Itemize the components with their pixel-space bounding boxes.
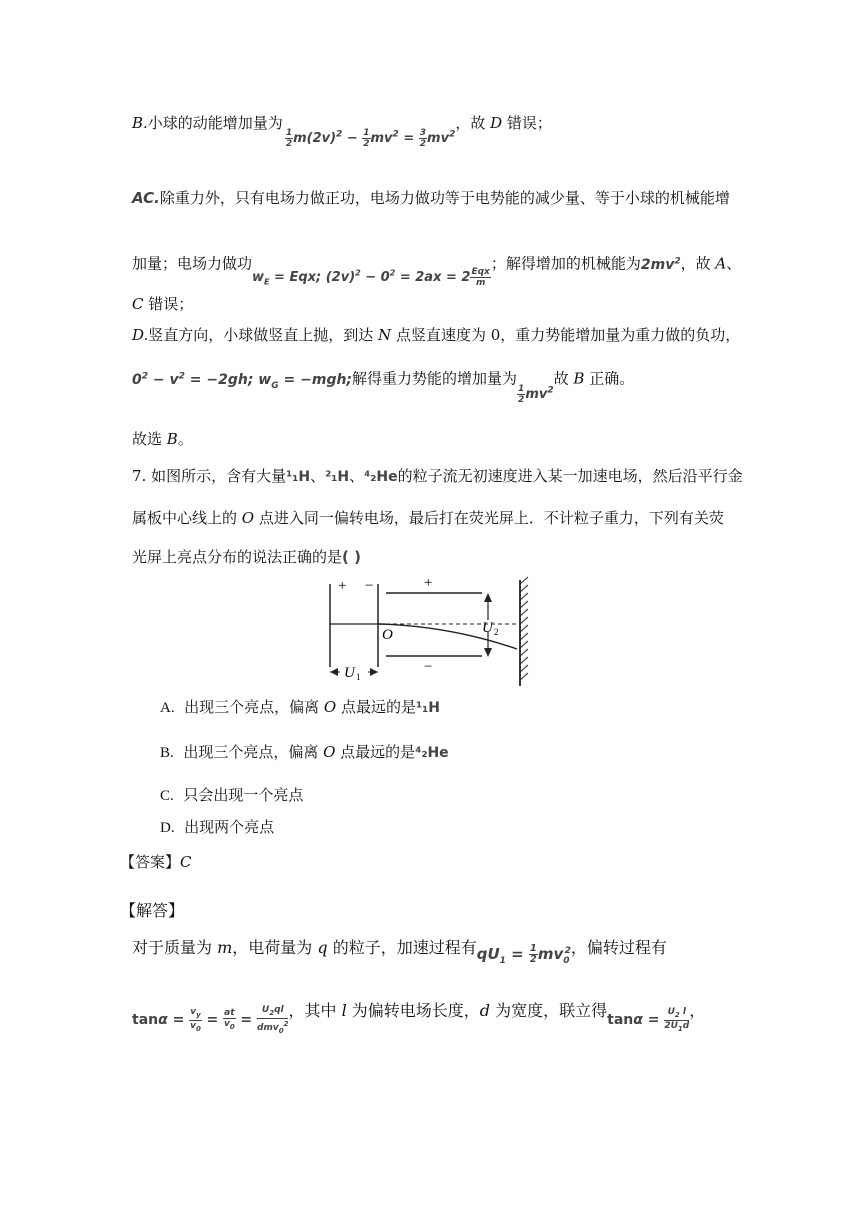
point-o-label: O xyxy=(382,627,393,643)
u2-arrow-down xyxy=(484,648,492,657)
isotope-h1: ¹₁H xyxy=(416,700,440,716)
deflect-plus-label: + xyxy=(424,575,433,591)
isotope-h1: ¹₁H xyxy=(286,469,311,485)
line-text: ，其中 xyxy=(288,1001,342,1020)
option-text: 出现三个亮点，偏离 xyxy=(184,698,324,716)
deflection-diagram xyxy=(320,572,540,692)
answer-line xyxy=(120,851,192,873)
var-a: A xyxy=(715,254,727,273)
line-text: 的粒子流无初速度进入某一加速电场，然后沿平行金 xyxy=(397,467,743,485)
var-m: m xyxy=(217,938,233,957)
potential-formula: $0^2 - v^2 = -2gh$; $w_G = -mgh$; xyxy=(132,371,353,391)
u2-arrow-up xyxy=(484,593,492,602)
option-text: 点最远的是 xyxy=(335,743,416,761)
var-o: O xyxy=(241,509,255,527)
option-key: C. xyxy=(160,788,174,804)
option-text: 点最远的是 xyxy=(336,698,417,716)
work-formula: $w_E$ = Eqx; $(2v)^2 - 0^2 = 2ax = 2$ $\frac{\text{Eqx}}{m}$ xyxy=(252,266,490,288)
u1-arrow-right xyxy=(370,668,378,676)
line-text: 点进入同一偏转电场，最后打在荧光屏上．不计粒子重力，下列有关荧 xyxy=(254,509,724,527)
solution-line-ac-cont xyxy=(132,250,741,293)
line-text: 解得重力势能的增加量为 xyxy=(352,369,518,388)
solution-line-c xyxy=(132,293,193,315)
item-label-d: D. xyxy=(132,326,149,344)
line-text: 正确。 xyxy=(584,369,635,388)
tan-formula: tanα = $\frac{v_y}{v_0}$ = $\frac{at}{v_0}$ = $\frac{U_2ql}{dmv_0^2}$ xyxy=(132,1004,289,1035)
energy-formula: $2mv^2$ xyxy=(640,256,681,273)
line-text: 故 xyxy=(553,369,574,388)
screen-hatching xyxy=(520,577,528,680)
option-b[interactable] xyxy=(160,741,449,764)
tan-result-formula: tanα = $\frac{U_2 l}{2U_1d}$ xyxy=(607,1006,690,1033)
solution-line-2 xyxy=(132,1000,705,1035)
accel-formula: $qU_1$ = $\frac{1}{2}$ $mv_0^2$ xyxy=(476,943,571,966)
option-text: 出现两个亮点 xyxy=(184,818,275,836)
u2-subscript: 2 xyxy=(494,627,499,637)
isotope-he4: ⁴₂He xyxy=(364,469,398,485)
question-7-line-2 xyxy=(132,507,724,529)
solution-line-d-cont xyxy=(132,365,634,406)
line-text: 属板中心线上的 xyxy=(132,509,242,527)
isotope-h2: ²₁H xyxy=(325,469,350,485)
kinetic-energy-formula: $\frac{1}{2}$ $m(2v)^2$ − $\frac{1}{2}$ $mv^2$ = $\frac{3}{2}$ $mv^2$ xyxy=(285,128,456,149)
solution-line-1 xyxy=(132,937,667,972)
option-key: B. xyxy=(160,745,174,761)
answer-label: 【答案】 xyxy=(120,853,181,871)
u1-label: U xyxy=(344,665,355,681)
var-b: B xyxy=(166,430,178,448)
line-text: 竖直方向，小球做竖直上抛，到达 xyxy=(148,326,379,344)
var-o: O xyxy=(323,698,337,716)
question-7-line-1 xyxy=(132,465,743,488)
line-text: 错误； xyxy=(502,114,552,132)
line-text: 对于质量为 xyxy=(132,938,218,957)
u1-subscript: 1 xyxy=(356,672,361,682)
var-n: N xyxy=(378,326,392,344)
solution-line-b xyxy=(132,112,552,150)
line-text: 、 xyxy=(310,467,326,485)
line-text: 小球的动能增加量为 xyxy=(147,114,283,132)
solution-line-d xyxy=(132,324,740,346)
u1-arrow-left xyxy=(330,668,338,676)
alt-formula xyxy=(0,0,1,1)
line-text: ，偏转过程有 xyxy=(570,938,667,957)
line-text: 除重力外，只有电场力做正功，电场力做功等于电势能的减少量、等于小球的机械能增 xyxy=(159,189,730,207)
line-text: 、 xyxy=(726,254,742,273)
line-text: ，故 xyxy=(455,114,491,132)
line-text: 为偏转电场长度， xyxy=(346,1001,480,1020)
var-l: l xyxy=(341,1001,347,1020)
item-label-ac: AC. xyxy=(132,189,160,207)
conclusion-line xyxy=(132,428,193,450)
var-o: O xyxy=(323,743,336,761)
line-text: ，电荷量为 xyxy=(232,938,318,957)
accel-plus-label: + xyxy=(338,578,347,594)
var-q: q xyxy=(317,938,328,957)
accel-minus-label: − xyxy=(365,578,374,594)
solution-heading: 【解答】 xyxy=(120,901,185,920)
line-text: 的粒子，加速过程有 xyxy=(327,938,477,957)
line-text: 加量；电场力做功 xyxy=(132,254,253,273)
answer-blank: ( ) xyxy=(342,548,361,566)
line-text: 。 xyxy=(177,430,193,448)
var-d: d xyxy=(479,1001,491,1020)
deflect-minus-label: − xyxy=(424,659,433,675)
question-7-line-3 xyxy=(132,546,361,568)
line-text: 错误； xyxy=(143,295,194,313)
question-number: 7. xyxy=(132,467,152,485)
line-text: ，故 xyxy=(680,254,716,273)
u2-label: U xyxy=(482,620,493,636)
half-mv2-formula: $\frac{1}{2}$ $mv^2$ xyxy=(518,383,554,405)
line-text: ；解得增加的机械能为 xyxy=(490,254,641,273)
line-text: 如图所示，含有大量 xyxy=(151,467,287,485)
answer-value: C xyxy=(180,853,192,871)
option-key: A. xyxy=(160,700,175,716)
var-b: B xyxy=(573,369,585,388)
option-text: 出现三个亮点，偏离 xyxy=(183,743,324,761)
item-label-b: B. xyxy=(132,114,148,132)
option-text: 只会出现一个亮点 xyxy=(183,786,304,804)
option-d[interactable] xyxy=(160,816,274,839)
isotope-he4: ⁴₂He xyxy=(415,745,449,761)
option-a[interactable] xyxy=(160,696,440,719)
var-d: D xyxy=(490,114,503,132)
solution-label xyxy=(120,900,184,922)
line-text: 光屏上亮点分布的说法正确的是 xyxy=(132,548,343,566)
option-key: D. xyxy=(160,820,175,836)
line-text: 点竖直速度为 0，重力势能增加量为重力做的负功， xyxy=(391,326,741,344)
line-text: ， xyxy=(689,1001,706,1020)
line-text: 、 xyxy=(349,467,365,485)
var-c: C xyxy=(132,295,144,313)
solution-line-ac xyxy=(132,187,730,209)
line-text: 故选 xyxy=(132,430,167,448)
option-c[interactable] xyxy=(160,784,303,807)
line-text: 为宽度，联立得 xyxy=(490,1001,608,1020)
